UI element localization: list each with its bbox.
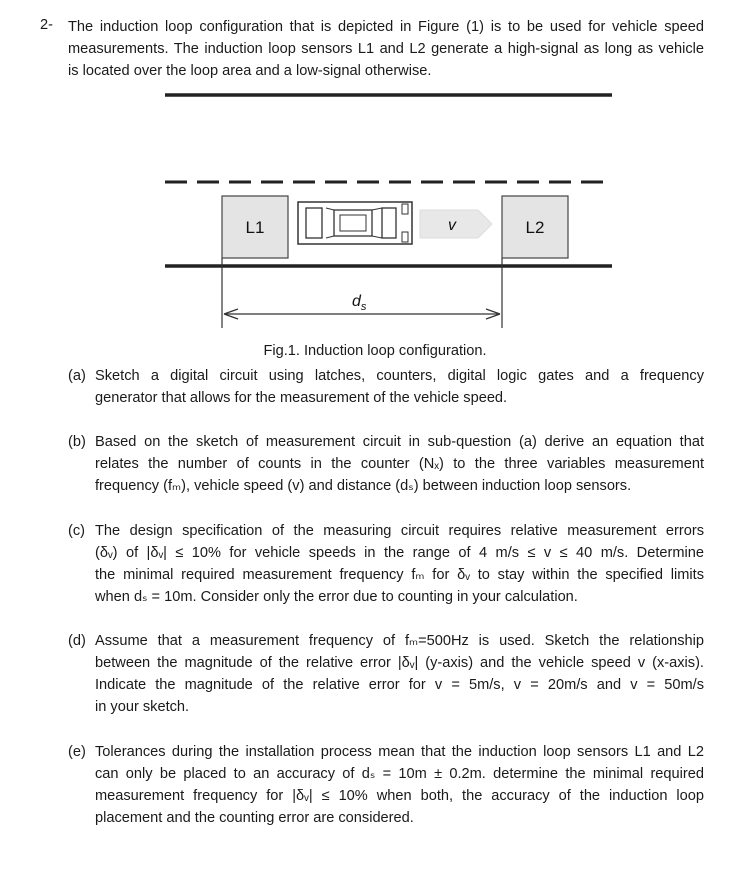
subquestion-c-line-3: the minimal required measurement frequency fₘ for δᵥ to stay within the specified limits (95, 567, 704, 583)
subquestion-b-line-3: frequency (fₘ), vehicle speed (v) and distance (dₛ) between induction loop sensors. (95, 478, 632, 494)
intro-line-1: The induction loop configuration that is depicted in Figure (1) is to be used for vehicle speed (68, 19, 704, 35)
subquestion-e-line-4: placement and the counting error are considered. (95, 810, 414, 826)
subquestion-b-line-2: relates the number of counts in the counter (Nₓ) to the three variables measurement (95, 456, 704, 472)
loop-l2-label: L2 (525, 218, 545, 237)
subquestion-e-line-1: Tolerances during the installation process mean that the induction loop sensors L1 and L2 (95, 744, 704, 760)
induction-loop-figure (0, 0, 750, 345)
subquestion-e-line-3: measurement frequency for |δᵥ| ≤ 10% when both, the accuracy of the induction loop (95, 788, 704, 804)
subquestion-c (68, 520, 704, 608)
subquestion-b (68, 431, 704, 497)
subquestion-d-line-3: Indicate the magnitude of the relative error for v = 5m/s, v = 20m/s and v = 50m/s (95, 677, 704, 693)
distance-label (352, 293, 367, 313)
subquestion-b-label: (b) (68, 434, 86, 450)
intro-line-2: measurements. The induction loop sensors L1 and L2 generate a high-signal as long as vehicle (68, 41, 704, 57)
vehicle-icon (298, 202, 412, 244)
question-number: 2- (40, 17, 53, 33)
subquestion-c-line-2: (δᵥ) of |δᵥ| ≤ 10% for vehicle speeds in the range of 4 m/s ≤ v ≤ 40 m/s. Determine (95, 545, 704, 561)
subquestion-a-line-1: Sketch a digital circuit using latches, counters, digital logic gates and a frequency (95, 368, 704, 384)
subquestion-a (68, 365, 704, 409)
subquestion-a-line-2: generator that allows for the measurement of the vehicle speed. (95, 390, 508, 406)
distance-label-sub: s (360, 301, 367, 313)
subquestion-b-line-1: Based on the sketch of measurement circuit in sub-question (a) derive an equation that (95, 434, 704, 450)
figure-caption: Fig.1. Induction loop configuration. (263, 343, 487, 359)
subquestion-e-label: (e) (68, 744, 86, 760)
subquestion-d-line-4: in your sketch. (95, 699, 190, 715)
distance-label-main: d (352, 293, 361, 310)
subquestion-a-label: (a) (68, 368, 86, 384)
subquestion-c-line-1: The design specification of the measuring circuit requires relative measurement errors (95, 523, 704, 539)
subquestion-c-line-4: when dₛ = 10m. Consider only the error due to counting in your calculation. (95, 589, 578, 605)
intro-line-3: is located over the loop area and a low-signal otherwise. (68, 63, 432, 79)
velocity-arrow-icon (420, 210, 492, 238)
subquestion-d-line-2: between the magnitude of the relative error |δᵥ| (y-axis) and the vehicle speed v (x-axis). (95, 655, 704, 671)
velocity-label: v (448, 217, 456, 234)
subquestion-d (68, 630, 704, 718)
subquestion-e (68, 741, 704, 829)
subquestion-d-line-1: Assume that a measurement frequency of fₘ=500Hz is used. Sketch the relationship (95, 633, 704, 649)
subquestion-d-label: (d) (68, 633, 86, 649)
loop-l1-label: L1 (245, 218, 265, 237)
subquestion-e-line-2: can only be placed to an accuracy of dₛ = 10m ± 0.2m. determine the minimal required (95, 766, 704, 782)
subquestion-c-label: (c) (68, 523, 86, 539)
